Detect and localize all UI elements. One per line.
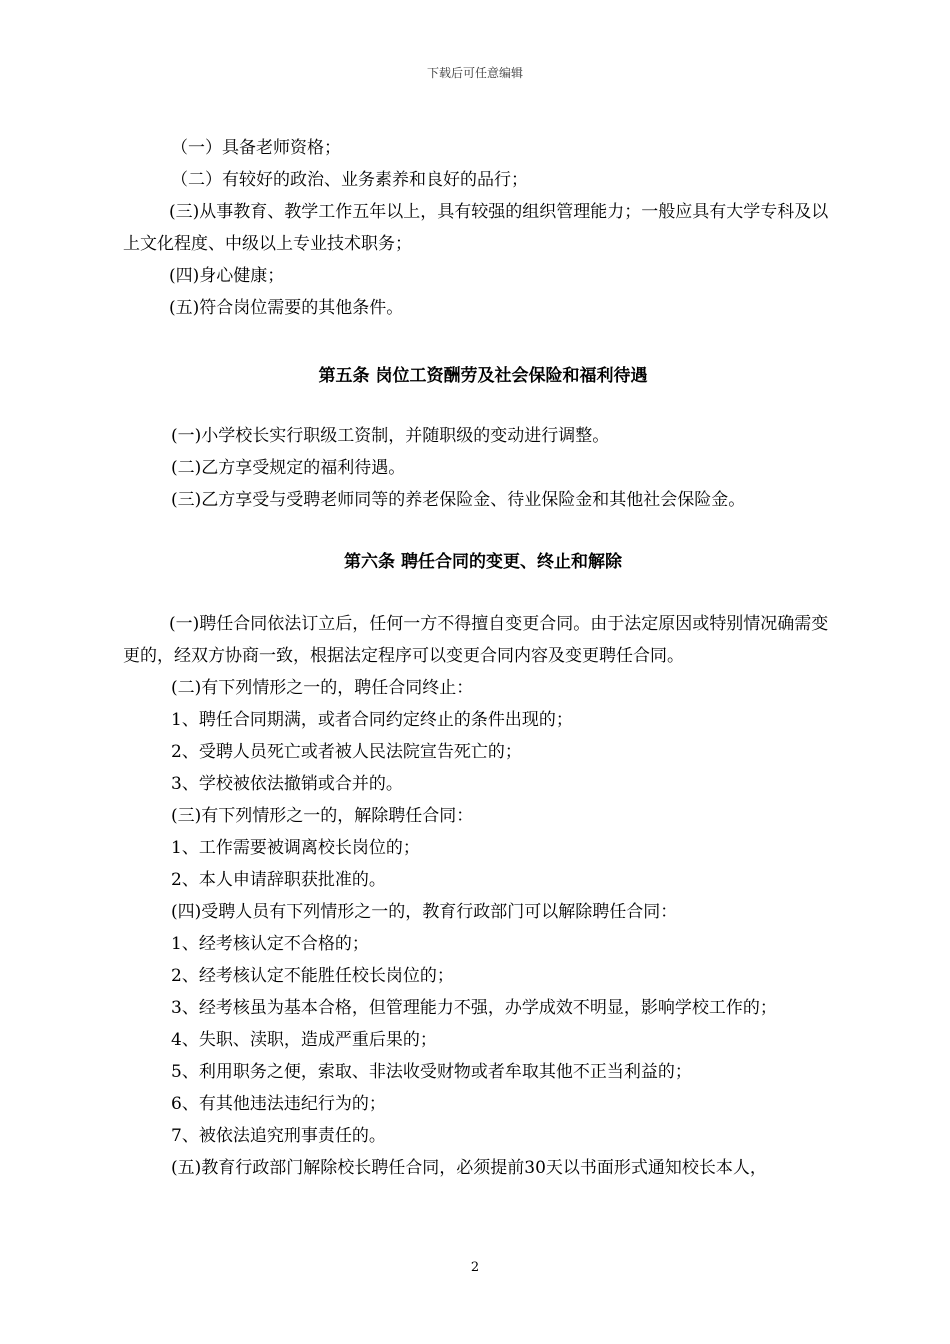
article-6-item-3: 1、聘任合同期满，或者合同约定终止的条件出现的； [171, 710, 573, 730]
qualification-item-3: (三)从事教育、教学工作五年以上，具有较强的组织管理能力；一般应具有大学专科及以上文化程度、中级以上专业技术职务； [123, 202, 829, 254]
article-5-item-1: (一)小学校长实行职级工资制，并随职级的变动进行调整。 [171, 426, 610, 446]
article-6-item-17: (五)教育行政部门解除校长聘任合同，必须提前30天以书面形式通知校长本人， [171, 1158, 767, 1178]
page-number: 2 [470, 1260, 480, 1275]
article-5-item-3: (三)乙方享受与受聘老师同等的养老保险金、待业保险金和其他社会保险金。 [171, 490, 746, 510]
article-6-item-14: 5、利用职务之便，索取、非法收受财物或者牟取其他不正当利益的； [171, 1062, 692, 1082]
article-5-item-2: (二)乙方享受规定的福利待遇。 [171, 458, 406, 478]
article-6-item-15: 6、有其他违法违纪行为的； [171, 1094, 386, 1114]
article-6-item-6: (三)有下列情形之一的，解除聘任合同： [171, 806, 474, 826]
article-6-item-9: (四)受聘人员有下列情形之一的，教育行政部门可以解除聘任合同： [171, 902, 678, 922]
article-6-title: 第六条 聘任合同的变更、终止和解除 [344, 552, 622, 572]
article-6-item-11: 2、经考核认定不能胜任校长岗位的； [171, 966, 454, 986]
article-6-item-1: (一)聘任合同依法订立后，任何一方不得擅自变更合同。由于法定原因或特别情况确需变更的，经双方协商一致，根据法定程序可以变更合同内容及变更聘任合同。 [123, 614, 829, 666]
article-6-item-2: (二)有下列情形之一的，聘任合同终止： [171, 678, 474, 698]
article-6-item-5: 3、学校被依法撤销或合并的。 [171, 774, 403, 794]
article-6-item-16: 7、被依法追究刑事责任的。 [171, 1126, 386, 1146]
qualification-item-5: (五)符合岗位需要的其他条件。 [169, 298, 404, 318]
qualification-item-2: （二）有较好的政治、业务素养和良好的品行； [171, 170, 528, 190]
page-header: 下载后可任意编辑 [426, 66, 523, 80]
qualification-item-4: (四)身心健康； [169, 266, 285, 286]
article-6-item-7: 1、工作需要被调离校长岗位的； [171, 838, 420, 858]
qualification-item-1: （一）具备老师资格； [171, 138, 341, 158]
article-5-title: 第五条 岗位工资酬劳及社会保险和福利待遇 [318, 366, 648, 386]
article-6-item-4: 2、受聘人员死亡或者被人民法院宣告死亡的； [171, 742, 522, 762]
article-6-item-12: 3、经考核虽为基本合格，但管理能力不强，办学成效不明显，影响学校工作的； [171, 998, 777, 1018]
article-6-item-8: 2、本人申请辞职获批准的。 [171, 870, 386, 890]
document-body [123, 132, 843, 1184]
article-6-item-10: 1、经考核认定不合格的； [171, 934, 369, 954]
article-6-item-13: 4、失职、渎职，造成严重后果的； [171, 1030, 437, 1050]
